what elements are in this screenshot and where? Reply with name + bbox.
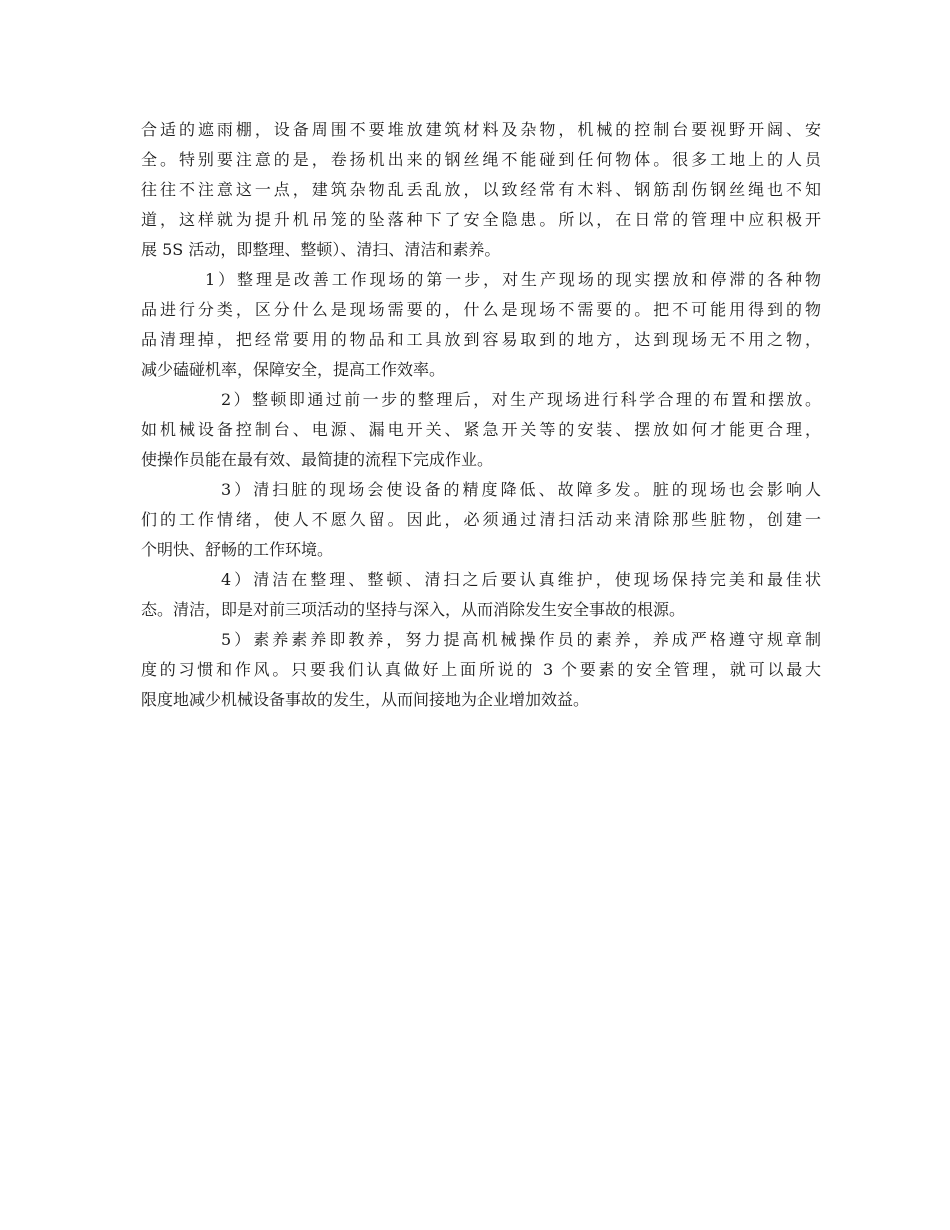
- text-line: 减少磕碰机率，保障安全，提高工作效率。: [141, 360, 446, 379]
- text-line: 1）整理是改善工作现场的第一步，对生产现场的现实摆放和停滞的各种物: [205, 270, 821, 289]
- text-line: 2）整顿即通过前一步的整理后，对生产现场进行科学合理的布置和摆放。: [221, 390, 821, 409]
- text-line: 往往不注意这一点，建筑杂物乱丢乱放，以致经常有木料、钢筋刮伤钢丝绳也不知: [141, 180, 821, 199]
- text-line: 限度地减少机械设备事故的发生，从而间接地为企业增加效益。: [141, 690, 590, 709]
- text-line: 全。特别要注意的是，卷扬机出来的钢丝绳不能碰到任何物体。很多工地上的人员: [141, 150, 821, 169]
- text-line: 使操作员能在最有效、最简捷的流程下完成作业。: [141, 450, 494, 469]
- text-line: 如机械设备控制台、电源、漏电开关、紧急开关等的安装、摆放如何才能更合理，: [141, 420, 821, 439]
- text-line: 4）清洁在整理、整顿、清扫之后要认真维护，使现场保持完美和最佳状: [221, 570, 821, 589]
- text-line: 道，这样就为提升机吊笼的坠落种下了安全隐患。所以，在日常的管理中应积极开: [141, 210, 821, 229]
- text-line: 度的习惯和作风。只要我们认真做好上面所说的 3 个要素的安全管理，就可以最大: [141, 660, 821, 679]
- text-line: 合适的遮雨棚，设备周围不要堆放建筑材料及杂物，机械的控制台要视野开阔、安: [141, 120, 821, 139]
- text-line: 态。清洁，即是对前三项活动的坚持与深入，从而消除发生安全事故的根源。: [141, 600, 686, 619]
- text-line: 展 5S 活动，即整理、整顿）、清扫、清洁和素养。: [141, 240, 501, 259]
- document-body: [141, 115, 821, 715]
- paragraph-item-3: [141, 475, 821, 565]
- paragraph-item-5: [141, 625, 821, 715]
- paragraph-item-1: [141, 265, 821, 385]
- text-line: 个明快、舒畅的工作环境。: [141, 540, 334, 559]
- text-line: 们的工作情绪，使人不愿久留。因此，必须通过清扫活动来清除那些脏物，创建一: [141, 510, 821, 529]
- paragraph-item-4: [141, 565, 821, 625]
- paragraph-item-2: [141, 385, 821, 475]
- text-line: 品进行分类，区分什么是现场需要的，什么是现场不需要的。把不可能用得到的物: [141, 300, 821, 319]
- text-line: 3）清扫脏的现场会使设备的精度降低、故障多发。脏的现场也会影响人: [221, 480, 821, 499]
- text-line: 品清理掉，把经常要用的物品和工具放到容易取到的地方，达到现场无不用之物，: [141, 330, 821, 349]
- text-line: 5）素养素养即教养，努力提高机械操作员的素养，养成严格遵守规章制: [221, 630, 821, 649]
- paragraph-intro: [141, 115, 821, 265]
